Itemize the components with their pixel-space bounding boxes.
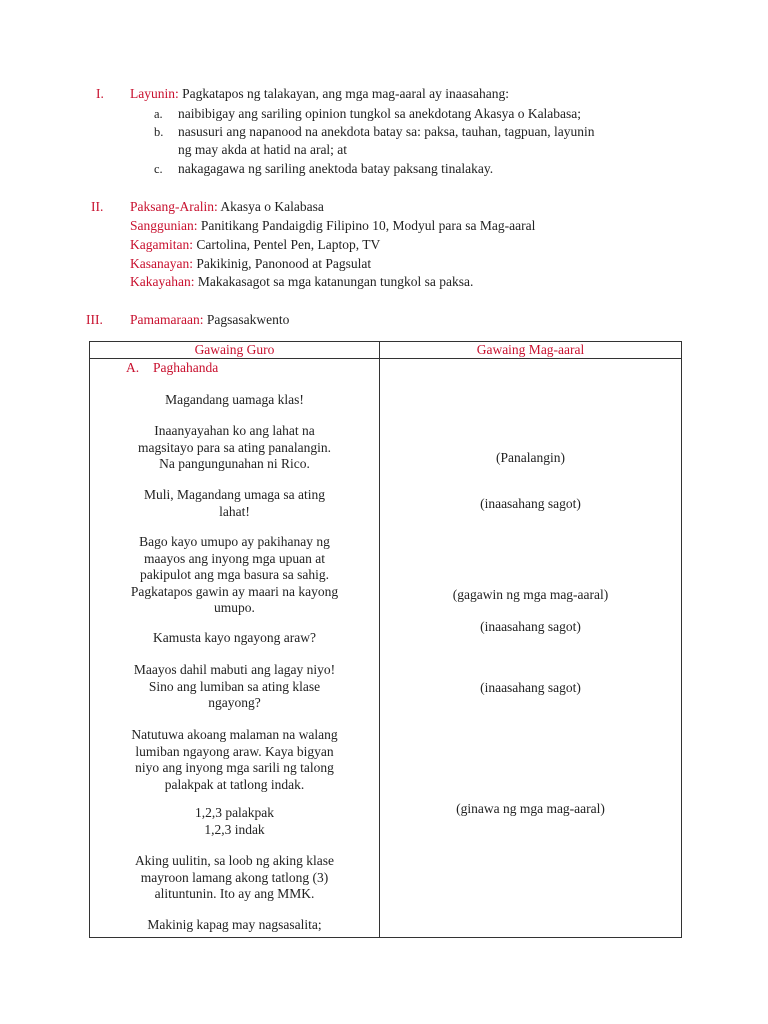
subsection-paghahanda-title: Paghahanda xyxy=(153,360,219,375)
text-line: maayos ang inyong mga upuan at xyxy=(143,550,326,566)
kakayahan-text: Makakasagot sa mga katanungan tungkol sa paksa. xyxy=(197,274,474,289)
section-2-row-paksa xyxy=(130,199,324,215)
text-line: alituntunin. Ito ay ang MMK. xyxy=(154,886,315,901)
text-line: 1,2,3 palakpak xyxy=(194,805,275,820)
section-1-text: Pagkatapos ng talakayan, ang mga mag-aaral ay inaasahang: xyxy=(182,86,509,101)
text-line: ngayong? xyxy=(208,695,261,710)
guro-line-rules xyxy=(90,853,379,903)
guro-line-applause xyxy=(90,727,379,793)
text-line: palakpak at tatlong indak. xyxy=(164,776,305,792)
text-line: mayroon lamang akong tatlong (3) xyxy=(140,869,329,885)
kagamitan-label: Kagamitan: xyxy=(130,237,193,252)
text-line: umupo. xyxy=(214,600,255,615)
text-line: Natutuwa akoang malaman na walang xyxy=(131,727,338,742)
kagamitan-text: Cartolina, Pentel Pen, Laptop, TV xyxy=(196,237,381,252)
sanggunian-label: Sanggunian: xyxy=(130,218,198,233)
objective-b-marker: b. xyxy=(154,125,164,139)
kasanayan-text: Pakikinig, Panonood at Pagsulat xyxy=(196,256,372,271)
response-inaasahang-sagot-1: (inaasahang sagot) xyxy=(480,496,581,511)
text-line: Na pangungunahan ni Rico. xyxy=(159,456,310,471)
text-line: Inaanyayahan ko ang lahat na xyxy=(154,423,315,438)
text-line: lahat! xyxy=(219,503,250,519)
section-2-row-kakayahan xyxy=(130,274,473,290)
guro-cell xyxy=(90,359,380,938)
section-1-label: Layunin: xyxy=(130,86,179,101)
guro-line-greeting-again xyxy=(90,487,379,520)
objective-c-text: nakagagawa ng sariling anektoda batay paksang tinalakay. xyxy=(178,161,494,176)
subsection-a-marker: A. xyxy=(126,360,140,375)
guro-line-kamusta xyxy=(90,630,379,647)
text-line: Kamusta kayo ngayong araw? xyxy=(152,630,317,645)
response-ginawa: (ginawa ng mga mag-aaral) xyxy=(456,801,605,816)
text-line: Sino ang lumiban sa ating klase xyxy=(148,678,321,694)
text-line: Maayos dahil mabuti ang lagay niyo! xyxy=(133,662,336,677)
section-1-numeral: I. xyxy=(96,86,104,101)
response-inaasahang-sagot-2: (inaasahang sagot) xyxy=(480,619,581,634)
objective-b-text-line2: ng may akda at hatid na aral; at xyxy=(178,142,348,157)
header-gawaing-guro: Gawaing Guro xyxy=(90,342,380,359)
objective-b-text-line1: nasusuri ang napanood na anekdota batay sa: paksa, tauhan, tagpuan, layunin xyxy=(178,124,595,139)
section-3-heading xyxy=(130,312,289,328)
text-line: Bago kayo umupo ay pakihanay ng xyxy=(139,534,330,549)
table-header-row xyxy=(90,342,682,359)
text-line: Aking uulitin, sa loob ng aking klase xyxy=(134,853,335,868)
text-line: 1,2,3 indak xyxy=(204,821,265,837)
mag-aaral-cell xyxy=(380,359,682,938)
objective-a-text: naibibigay ang sariling opinion tungkol sa anekdotang Akasya o Kalabasa; xyxy=(178,106,582,121)
text-line: Pagkatapos gawin ay maari na kayong xyxy=(130,583,339,599)
section-1-heading xyxy=(130,86,509,102)
paksa-text: Akasya o Kalabasa xyxy=(220,199,324,214)
pamamaraan-text: Pagsasakwento xyxy=(206,312,290,327)
header-gawaing-mag-aaral: Gawaing Mag-aaral xyxy=(380,342,682,359)
guro-line-prayer xyxy=(90,423,379,473)
section-2-row-sanggunian xyxy=(130,218,535,234)
text-line: Muli, Magandang umaga sa ating xyxy=(143,487,326,502)
objective-c-marker: c. xyxy=(154,162,163,176)
table-row xyxy=(90,359,682,938)
sanggunian-text: Panitikang Pandaigdig Filipino 10, Modyul para sa Mag-aaral xyxy=(200,218,536,233)
guro-line-arrange-chairs xyxy=(90,534,379,617)
text-line: Magandang uamaga klas! xyxy=(165,392,304,407)
text-line: pakipulot ang mga basura sa sahig. xyxy=(140,567,329,582)
guro-line-attendance xyxy=(90,662,379,712)
response-inaasahang-sagot-3: (inaasahang sagot) xyxy=(480,680,581,695)
text-line: magsitayo para sa ating panalangin. xyxy=(137,439,332,455)
guro-line-makinig xyxy=(90,917,379,934)
guro-line-palakpak xyxy=(90,805,379,838)
section-2-numeral: II. xyxy=(91,199,104,214)
section-2-row-kagamitan xyxy=(130,237,380,253)
activity-table xyxy=(89,341,682,938)
objective-a-marker: a. xyxy=(154,107,163,121)
section-2-row-kasanayan xyxy=(130,256,371,272)
section-3-numeral: III. xyxy=(86,312,103,327)
paksa-label: Paksang-Aralin: xyxy=(130,199,218,214)
kasanayan-label: Kasanayan: xyxy=(130,256,193,271)
text-line: lumiban ngayong araw. Kaya bigyan xyxy=(135,743,334,759)
kakayahan-label: Kakayahan: xyxy=(130,274,195,289)
response-gagawin: (gagawin ng mga mag-aaral) xyxy=(452,587,609,602)
text-line: niyo ang inyong mga sarili ng talong xyxy=(135,760,334,775)
guro-line-greeting xyxy=(90,392,379,409)
pamamaraan-label: Pamamaraan: xyxy=(130,312,204,327)
response-panalangin: (Panalangin) xyxy=(496,450,565,465)
text-line: Makinig kapag may nagsasalita; xyxy=(147,917,322,932)
